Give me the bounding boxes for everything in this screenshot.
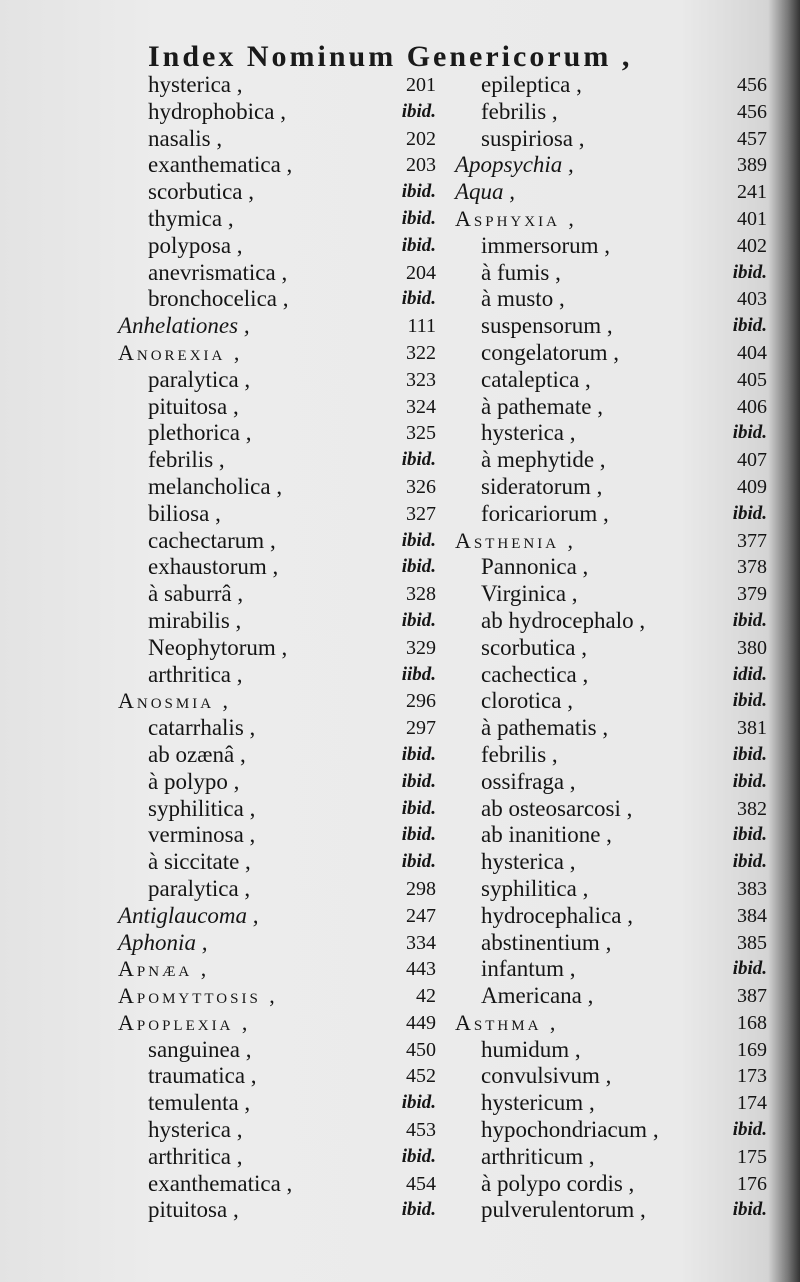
- index-subentry: [455, 394, 767, 421]
- index-subentry: [455, 233, 767, 260]
- index-entry: [118, 983, 436, 1010]
- entry-page-number: ibid.: [732, 422, 767, 444]
- index-subentry: [118, 715, 436, 742]
- entry-term: arthritica ,: [148, 1143, 243, 1169]
- entry-page-number: 402: [737, 234, 767, 257]
- entry-page-number: 453: [406, 1119, 436, 1142]
- entry-term: immersorum ,: [481, 232, 611, 258]
- entry-term: foricariorum ,: [481, 500, 609, 526]
- entry-page-number: ibid.: [732, 824, 767, 846]
- entry-page-number: ibid.: [401, 529, 436, 551]
- entry-term: Anosmia ,: [118, 688, 232, 714]
- entry-page-number: 389: [737, 154, 767, 177]
- entry-term: à pathematis ,: [481, 715, 609, 741]
- entry-page-number: 384: [737, 904, 767, 927]
- index-subentry: [455, 1090, 767, 1117]
- entry-term: mirabilis ,: [148, 607, 242, 633]
- entry-page-number: ibid.: [401, 234, 436, 256]
- entry-page-number: 443: [406, 958, 436, 981]
- index-subentry: [118, 608, 436, 635]
- entry-term: sanguinea ,: [148, 1036, 252, 1062]
- entry-page-number: ibid.: [732, 609, 767, 631]
- index-subentry: [118, 394, 436, 421]
- entry-page-number: 378: [737, 556, 767, 579]
- index-entry: [455, 152, 767, 179]
- index-subentry: [118, 1090, 436, 1117]
- entry-page-number: 203: [406, 154, 436, 177]
- entry-term: Pannonica ,: [481, 554, 589, 580]
- entry-term: clorotica ,: [481, 688, 573, 714]
- entry-page-number: ibid.: [401, 851, 436, 873]
- page-header: Index Nominum Genericorum ,: [148, 40, 633, 73]
- index-subentry: [455, 340, 767, 367]
- entry-page-number: 247: [406, 904, 436, 927]
- entry-page-number: 385: [737, 931, 767, 954]
- entry-page-number: ibid.: [732, 1119, 767, 1141]
- index-subentry: [455, 1171, 767, 1198]
- entry-term: exanthematica ,: [148, 152, 293, 178]
- entry-term: cataleptica ,: [481, 366, 591, 392]
- entry-page-number: 452: [406, 1065, 436, 1088]
- entry-term: Antiglaucoma ,: [118, 902, 259, 928]
- entry-term: melancholica ,: [148, 473, 283, 499]
- entry-term: pituitosa ,: [148, 1197, 239, 1223]
- index-subentry: [455, 662, 767, 689]
- index-subentry: [118, 876, 436, 903]
- entry-page-number: 403: [737, 288, 767, 311]
- entry-page-number: 176: [737, 1172, 767, 1195]
- index-subentry: [455, 1197, 767, 1224]
- entry-term: hydrocephalica ,: [481, 902, 633, 928]
- entry-term: hystericum ,: [481, 1090, 595, 1116]
- entry-page-number: 323: [406, 368, 436, 391]
- entry-term: temulenta ,: [148, 1090, 251, 1116]
- index-entry: [118, 903, 436, 930]
- entry-page-number: 450: [406, 1038, 436, 1061]
- entry-term: arthritica ,: [148, 661, 243, 687]
- index-subentry: [118, 1037, 436, 1064]
- index-subentry: [118, 528, 436, 555]
- index-entry: [455, 528, 767, 555]
- index-entry: [455, 1010, 767, 1037]
- index-subentry: [118, 286, 436, 313]
- entry-term: biliosa ,: [148, 500, 221, 526]
- index-entry: [455, 179, 767, 206]
- index-entry: [118, 930, 436, 957]
- index-subentry: [455, 126, 767, 153]
- entry-term: cacheсtarum ,: [148, 527, 276, 553]
- entry-page-number: ibid.: [401, 1199, 436, 1221]
- entry-page-number: 456: [737, 74, 767, 96]
- entry-term: febrilis ,: [481, 741, 558, 767]
- entry-page-number: 334: [406, 931, 436, 954]
- index-subentry: [455, 930, 767, 957]
- entry-page-number: ibid.: [401, 556, 436, 578]
- index-subentry: [455, 635, 767, 662]
- index-subentry: [455, 581, 767, 608]
- entry-page-number: 169: [737, 1038, 767, 1061]
- entry-term: pulverulentorum ,: [481, 1197, 646, 1223]
- entry-page-number: 174: [737, 1092, 767, 1115]
- entry-page-number: ibid.: [732, 743, 767, 765]
- entry-page-number: ibid.: [401, 743, 436, 765]
- index-subentry: [455, 1117, 767, 1144]
- index-entry: [118, 956, 436, 983]
- entry-page-number: ibid.: [732, 502, 767, 524]
- entry-page-number: ibid.: [401, 100, 436, 122]
- entry-term: Asphyxia ,: [455, 205, 577, 231]
- index-subentry: [455, 608, 767, 635]
- index-subentry: [118, 206, 436, 233]
- entry-page-number: 297: [406, 717, 436, 740]
- entry-term: scorbutica ,: [481, 634, 588, 660]
- index-subentry: [455, 367, 767, 394]
- entry-term: febrilis ,: [148, 447, 225, 473]
- index-subentry: [455, 903, 767, 930]
- entry-term: à mephytide ,: [481, 447, 606, 473]
- index-subentry: [455, 715, 767, 742]
- index-subentry: [118, 769, 436, 796]
- entry-page-number: idid.: [732, 663, 767, 685]
- entry-term: polyposa ,: [148, 232, 243, 258]
- entry-term: syphilitica ,: [481, 875, 589, 901]
- entry-term: syphilitica ,: [148, 795, 256, 821]
- index-subentry: [455, 1063, 767, 1090]
- entry-term: scorbutica ,: [148, 179, 255, 205]
- index-subentry: [455, 956, 767, 983]
- entry-term: paralytica ,: [148, 366, 251, 392]
- index-subentry: [455, 849, 767, 876]
- entry-term: catarrhalis ,: [148, 715, 256, 741]
- entry-page-number: 407: [737, 449, 767, 472]
- entry-term: anevrismatica ,: [148, 259, 288, 285]
- entry-term: à polypo cordis ,: [481, 1170, 635, 1196]
- entry-page-number: 327: [406, 502, 436, 525]
- entry-page-number: ibid.: [732, 958, 767, 980]
- index-subentry: [455, 742, 767, 769]
- entry-page-number: 381: [737, 717, 767, 740]
- entry-page-number: 329: [406, 636, 436, 659]
- entry-page-number: ibid.: [732, 1199, 767, 1221]
- entry-term: bronchocelica ,: [148, 286, 289, 312]
- entry-term: febrilis ,: [481, 98, 558, 124]
- index-subentry: [118, 152, 436, 179]
- entry-page-number: 405: [737, 368, 767, 391]
- entry-term: Aqua ,: [455, 179, 516, 205]
- entry-term: pituitosa ,: [148, 393, 239, 419]
- entry-term: exhaustorum ,: [148, 554, 279, 580]
- index-entry: [118, 313, 436, 340]
- index-subentry: [455, 1037, 767, 1064]
- entry-term: abstinentium ,: [481, 929, 612, 955]
- entry-page-number: 201: [406, 74, 436, 96]
- entry-term: ab osteosarcosi ,: [481, 795, 633, 821]
- entry-term: suspensorum ,: [481, 313, 613, 339]
- index-subentry: [455, 99, 767, 126]
- entry-page-number: ibid.: [401, 770, 436, 792]
- index-subentry: [455, 260, 767, 287]
- entry-term: à saburrâ ,: [148, 581, 244, 607]
- entry-term: arthriticum ,: [481, 1143, 595, 1169]
- entry-page-number: 42: [416, 985, 436, 1008]
- index-subentry: [118, 1171, 436, 1198]
- entry-term: Apnæa ,: [118, 956, 210, 982]
- index-subentry: [118, 260, 436, 287]
- entry-page-number: 401: [737, 207, 767, 230]
- entry-term: cacheсtica ,: [481, 661, 589, 687]
- entry-page-number: 202: [406, 127, 436, 150]
- entry-page-number: 325: [406, 422, 436, 445]
- entry-page-number: 204: [406, 261, 436, 284]
- entry-page-number: ibid.: [401, 609, 436, 631]
- entry-term: hysterica ,: [481, 420, 576, 446]
- index-subentry: [455, 554, 767, 581]
- index-subentry: [118, 72, 436, 99]
- entry-page-number: 409: [737, 475, 767, 498]
- entry-term: verminosa ,: [148, 822, 256, 848]
- index-subentry: [455, 286, 767, 313]
- entry-page-number: ibid.: [732, 851, 767, 873]
- entry-page-number: ibid.: [732, 690, 767, 712]
- index-subentry: [455, 822, 767, 849]
- index-subentry: [118, 662, 436, 689]
- index-subentry: [118, 1117, 436, 1144]
- entry-page-number: 383: [737, 877, 767, 900]
- index-subentry: [118, 179, 436, 206]
- entry-term: infantum ,: [481, 956, 576, 982]
- entry-page-number: ibid.: [401, 1145, 436, 1167]
- entry-term: exanthematica ,: [148, 1170, 293, 1196]
- entry-term: à fumis ,: [481, 259, 561, 285]
- entry-term: à polypo ,: [148, 768, 240, 794]
- index-subentry: [118, 447, 436, 474]
- entry-page-number: 456: [737, 100, 767, 123]
- entry-page-number: 173: [737, 1065, 767, 1088]
- index-subentry: [118, 1197, 436, 1224]
- entry-page-number: 382: [737, 797, 767, 820]
- entry-page-number: 380: [737, 636, 767, 659]
- entry-page-number: ibid.: [401, 288, 436, 310]
- index-subentry: [118, 420, 436, 447]
- entry-term: thymica ,: [148, 205, 234, 231]
- entry-page-number: 387: [737, 985, 767, 1008]
- entry-page-number: ibid.: [732, 261, 767, 283]
- index-subentry: [118, 474, 436, 501]
- entry-page-number: 324: [406, 395, 436, 418]
- entry-term: Americana ,: [481, 983, 594, 1009]
- entry-page-number: 379: [737, 583, 767, 606]
- index-entry: [118, 340, 436, 367]
- index-subentry: [118, 99, 436, 126]
- index-subentry: [118, 849, 436, 876]
- entry-page-number: 296: [406, 690, 436, 713]
- entry-term: Asthenia ,: [455, 527, 577, 553]
- entry-page-number: 111: [407, 315, 436, 338]
- entry-term: epileptica ,: [481, 72, 582, 97]
- entry-term: hysterica ,: [148, 1117, 243, 1143]
- entry-page-number: ibid.: [401, 181, 436, 203]
- entry-term: Aphonia ,: [118, 929, 208, 955]
- entry-page-number: 298: [406, 877, 436, 900]
- entry-term: hysterica ,: [481, 849, 576, 875]
- entry-term: paralytica ,: [148, 875, 251, 901]
- entry-page-number: iibd.: [401, 663, 436, 685]
- index-subentry: [455, 796, 767, 823]
- index-subentry: [455, 474, 767, 501]
- entry-term: à siccitate ,: [148, 849, 251, 875]
- entry-term: ab hydrocephalo ,: [481, 607, 646, 633]
- index-subentry: [118, 367, 436, 394]
- index-entry: [455, 206, 767, 233]
- index-subentry: [118, 1063, 436, 1090]
- entry-page-number: 406: [737, 395, 767, 418]
- entry-term: humidum ,: [481, 1036, 581, 1062]
- entry-term: congelatorum ,: [481, 339, 619, 365]
- index-subentry: [455, 688, 767, 715]
- entry-page-number: ibid.: [401, 824, 436, 846]
- entry-page-number: 377: [737, 529, 767, 552]
- index-subentry: [118, 742, 436, 769]
- entry-term: hydrophobica ,: [148, 98, 286, 124]
- index-subentry: [118, 581, 436, 608]
- entry-term: convulsivum ,: [481, 1063, 612, 1089]
- index-subentry: [455, 313, 767, 340]
- entry-term: suspiriosa ,: [481, 125, 585, 151]
- entry-term: à pathemate ,: [481, 393, 603, 419]
- index-column-left: [118, 72, 436, 1224]
- entry-page-number: 322: [406, 341, 436, 364]
- index-subentry: [455, 876, 767, 903]
- entry-term: Apoplexia ,: [118, 1009, 251, 1035]
- entry-term: hypochondriacum ,: [481, 1117, 659, 1143]
- index-subentry: [455, 447, 767, 474]
- entry-page-number: 326: [406, 475, 436, 498]
- entry-term: Virginica ,: [481, 581, 578, 607]
- entry-page-number: ibid.: [732, 770, 767, 792]
- entry-term: plethorica ,: [148, 420, 252, 446]
- entry-term: ab inanitione ,: [481, 822, 612, 848]
- index-subentry: [455, 983, 767, 1010]
- entry-term: sideratorum ,: [481, 473, 603, 499]
- entry-term: Anorexia ,: [118, 339, 243, 365]
- entry-page-number: ibid.: [732, 315, 767, 337]
- entry-page-number: 241: [737, 181, 767, 204]
- index-subentry: [118, 501, 436, 528]
- entry-page-number: ibid.: [401, 797, 436, 819]
- index-subentry: [455, 72, 767, 99]
- entry-term: ossifraga ,: [481, 768, 576, 794]
- entry-term: à musto ,: [481, 286, 565, 312]
- index-subentry: [118, 822, 436, 849]
- entry-page-number: ibid.: [401, 1092, 436, 1114]
- entry-page-number: 404: [737, 341, 767, 364]
- entry-page-number: 168: [737, 1011, 767, 1034]
- entry-term: Apomyttosis ,: [118, 983, 278, 1009]
- index-subentry: [118, 233, 436, 260]
- index-subentry: [455, 1144, 767, 1171]
- index-entry: [118, 688, 436, 715]
- entry-page-number: 457: [737, 127, 767, 150]
- index-subentry: [455, 769, 767, 796]
- entry-page-number: 454: [406, 1172, 436, 1195]
- index-subentry: [118, 796, 436, 823]
- entry-term: ab ozænâ ,: [148, 741, 246, 767]
- entry-term: nasalis ,: [148, 125, 223, 151]
- index-entry: [118, 1010, 436, 1037]
- entry-term: hysterica ,: [148, 72, 243, 97]
- index-subentry: [118, 126, 436, 153]
- entry-page-number: 449: [406, 1011, 436, 1034]
- index-subentry: [118, 554, 436, 581]
- entry-page-number: 175: [737, 1145, 767, 1168]
- index-column-right: [455, 72, 767, 1224]
- index-subentry: [455, 501, 767, 528]
- index-subentry: [455, 420, 767, 447]
- entry-term: Apopsychia ,: [455, 152, 574, 178]
- entry-term: traumatica ,: [148, 1063, 257, 1089]
- index-subentry: [118, 1144, 436, 1171]
- entry-term: Asthma ,: [455, 1009, 559, 1035]
- entry-term: Anhelationes ,: [118, 313, 250, 339]
- entry-page-number: 328: [406, 583, 436, 606]
- index-subentry: [118, 635, 436, 662]
- entry-page-number: ibid.: [401, 207, 436, 229]
- entry-term: Neophytorum ,: [148, 634, 288, 660]
- entry-page-number: ibid.: [401, 449, 436, 471]
